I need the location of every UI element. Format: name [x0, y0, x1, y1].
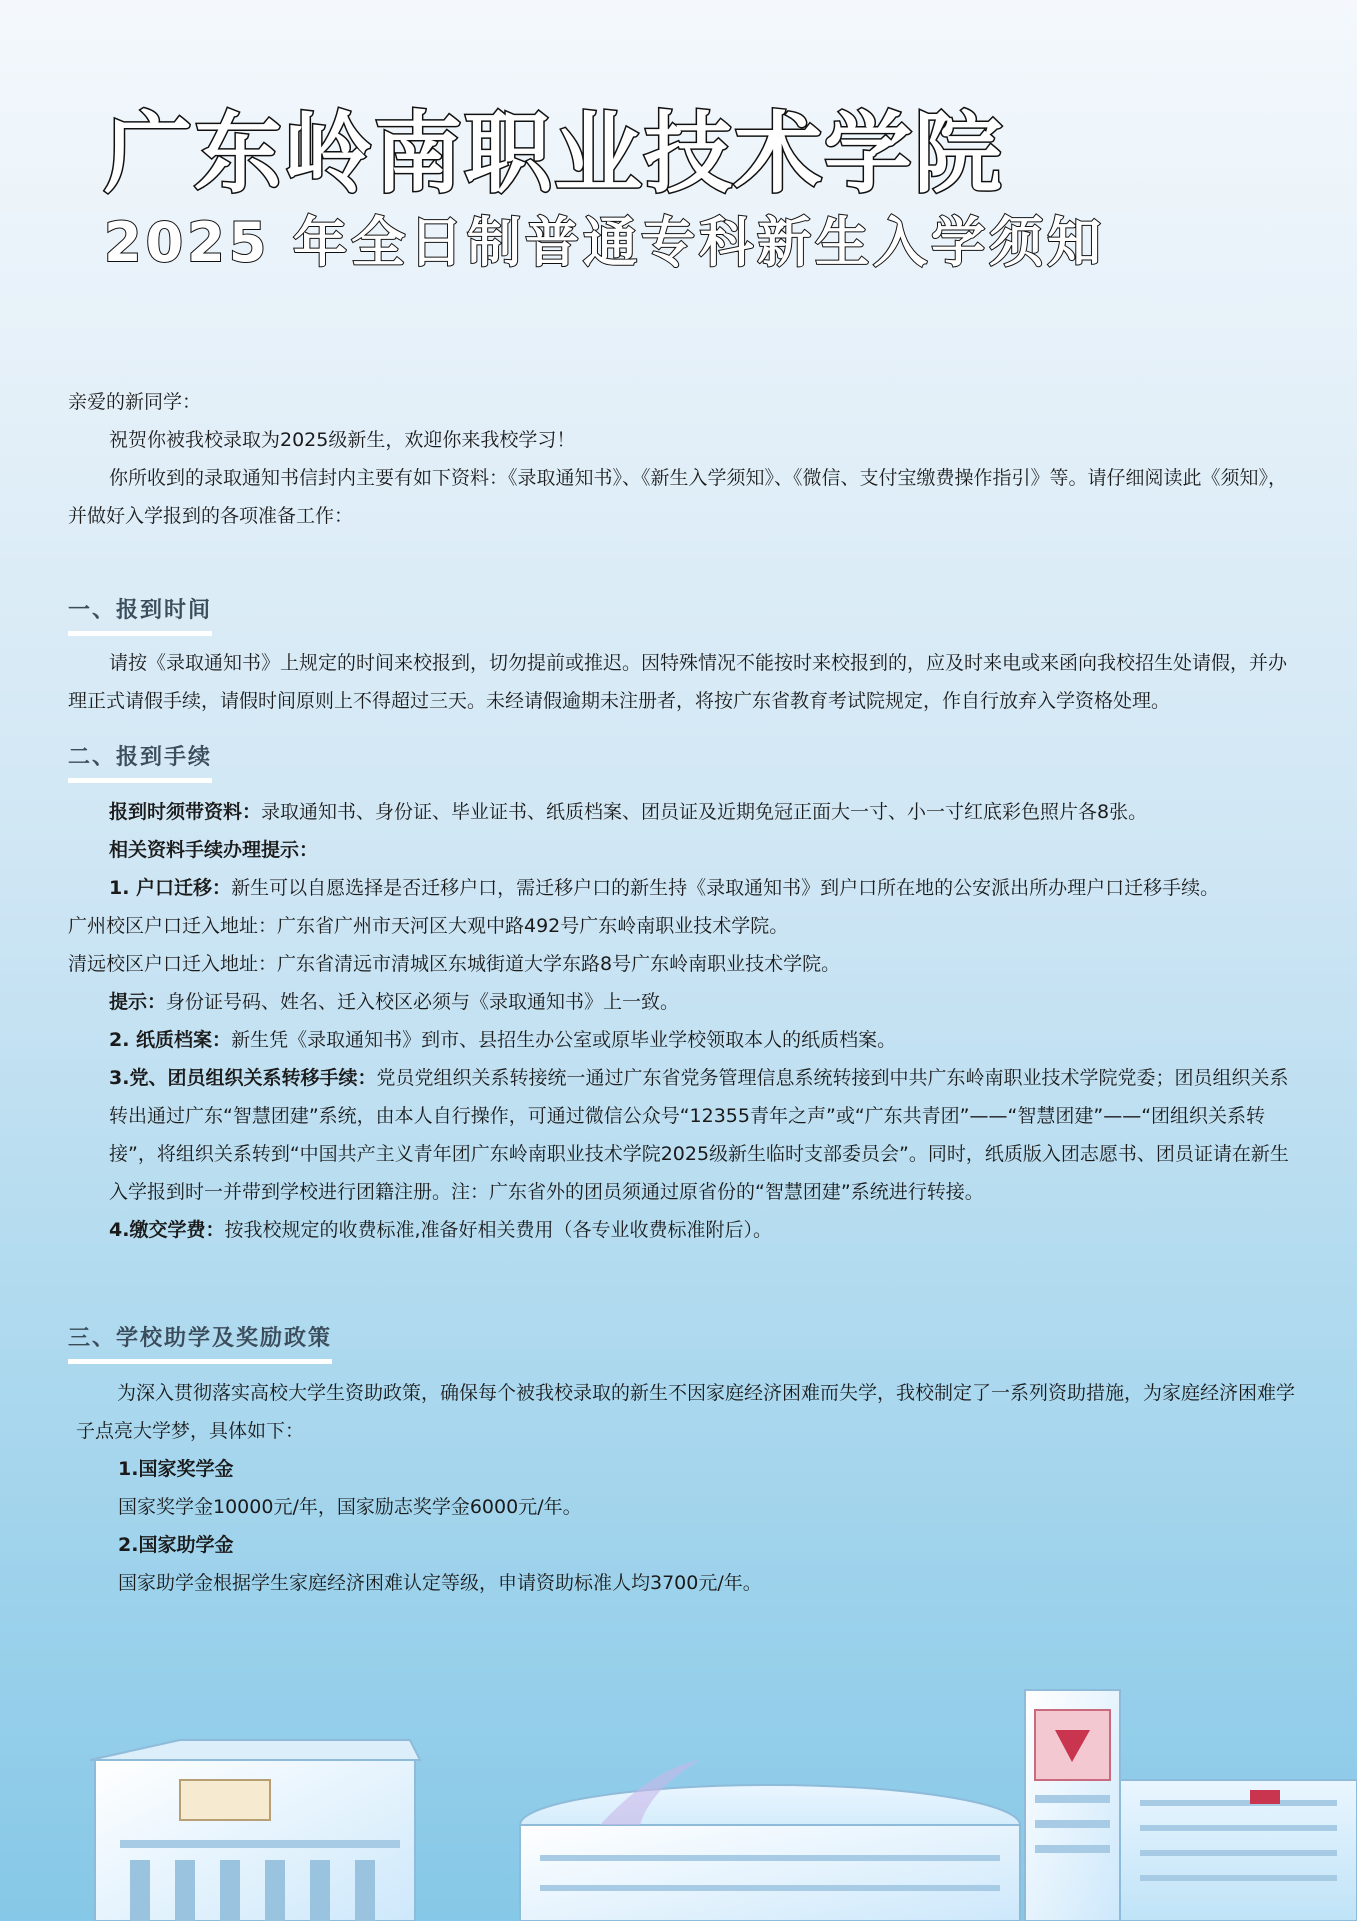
left-building [90, 1740, 420, 1921]
archive-label: 2. 纸质档案： [109, 1029, 232, 1051]
grant-title: 2.国家助学金 [118, 1534, 234, 1556]
campus-buildings-illustration [0, 1640, 1357, 1921]
tuition-item [68, 1211, 1295, 1249]
required-materials-text: 录取通知书、身份证、毕业证书、纸质档案、团员证及近期免冠正面大一寸、小一寸红底彩色照片各8张。 [261, 801, 1148, 823]
required-materials-label: 报到时须带资料： [109, 801, 262, 823]
archive-text: 新生凭《录取通知书》到市、县招生办公室或原毕业学校领取本人的纸质档案。 [231, 1029, 897, 1051]
tuition-label: 4.缴交学费： [109, 1219, 225, 1241]
grant-text: 国家助学金根据学生家庭经济困难认定等级，申请资助标准人均3700元/年。 [118, 1572, 762, 1594]
required-materials [68, 793, 1295, 831]
archive-item [68, 1021, 1295, 1059]
salutation: 亲爱的新同学： [68, 391, 202, 413]
party-transfer-label: 3.党、团员组织关系转移手续： [109, 1067, 377, 1089]
materials-paragraph: 你所收到的录取通知书信封内主要有如下资料：《录取通知书》、《新生入学须知》、《微信、支付宝缴费操作指引》等。请仔细阅读此《须知》，并做好入学报到的各项准备工作： [68, 467, 1288, 527]
hukou-text: 新生可以自愿选择是否迁移户口，需迁移户口的新生持《录取通知书》到户口所在地的公安派出所办理户口迁移手续。 [231, 877, 1220, 899]
document-body [68, 383, 1295, 1602]
center-building [520, 1760, 1020, 1921]
right-tower [1025, 1690, 1120, 1921]
tuition-text: 按我校规定的收费标准,准备好相关费用（各专业收费标准附后）。 [224, 1219, 772, 1241]
page-subtitle: 2025 年全日制普通专科新生入学须知 [104, 211, 1106, 274]
congrats-paragraph: 祝贺你被我校录取为2025级新生，欢迎你来我校学习！ [109, 429, 576, 451]
hukou-label: 1. 户口迁移： [109, 877, 232, 899]
tip-label: 提示： [109, 991, 167, 1013]
party-transfer-text: 党员党组织关系转接统一通过广东省党务管理信息系统转接到中共广东岭南职业技术学院党委；团员组织关系转出通过广东“智慧团建”系统，由本人自行操作，可通过微信公众号“12355青年之声”或“广东共青团”——“智慧团建”——“团组织关系转接”，将组织关系转到“中国共产主义青年团广东岭南职业技术学院2025级新生临时支部委员会”。同时，纸质版入团志愿书、团员证请在新生入学报到时一并带到学校进行团籍注册。注：广东省外的团员须通过原省份的“智慧团建”系统进行转接。 [109, 1067, 1289, 1203]
hukou-item [68, 869, 1295, 907]
financial-aid-intro: 为深入贯彻落实高校大学生资助政策，确保每个被我校录取的新生不因家庭经济困难而失学，我校制定了一系列资助措施，为家庭经济困难学子点亮大学梦，具体如下： [76, 1382, 1296, 1442]
party-transfer-item [68, 1059, 1295, 1211]
section-heading-report-time: 一、报到时间 [68, 595, 212, 636]
guangzhou-address: 广州校区户口迁入地址：广东省广州市天河区大观中路492号广东岭南职业技术学院。 [68, 915, 789, 937]
scholarship-title: 1.国家奖学金 [118, 1458, 234, 1480]
section-heading-procedures: 二、报到手续 [68, 742, 212, 783]
qingyuan-address: 清远校区户口迁入地址：广东省清远市清城区东城街道大学东路8号广东岭南职业技术学院。 [68, 953, 841, 975]
scholarship-text: 国家奖学金10000元/年，国家励志奖学金6000元/年。 [118, 1496, 582, 1518]
section-heading-financial-aid: 三、学校助学及奖励政策 [68, 1323, 332, 1364]
right-building [1120, 1780, 1357, 1921]
tips-heading: 相关资料手续办理提示： [109, 839, 319, 861]
tip-text: 身份证号码、姓名、迁入校区必须与《录取通知书》上一致。 [166, 991, 680, 1013]
id-tip [68, 983, 1295, 1021]
page-title: 广东岭南职业技术学院 [104, 102, 1005, 205]
report-time-paragraph: 请按《录取通知书》上规定的时间来校报到，切勿提前或推迟。因特殊情况不能按时来校报到的，应及时来电或来函向我校招生处请假，并办理正式请假手续，请假时间原则上不得超过三天。未经请假逾期未注册者，将按广东省教育考试院规定，作自行放弃入学资格处理。 [68, 652, 1288, 712]
